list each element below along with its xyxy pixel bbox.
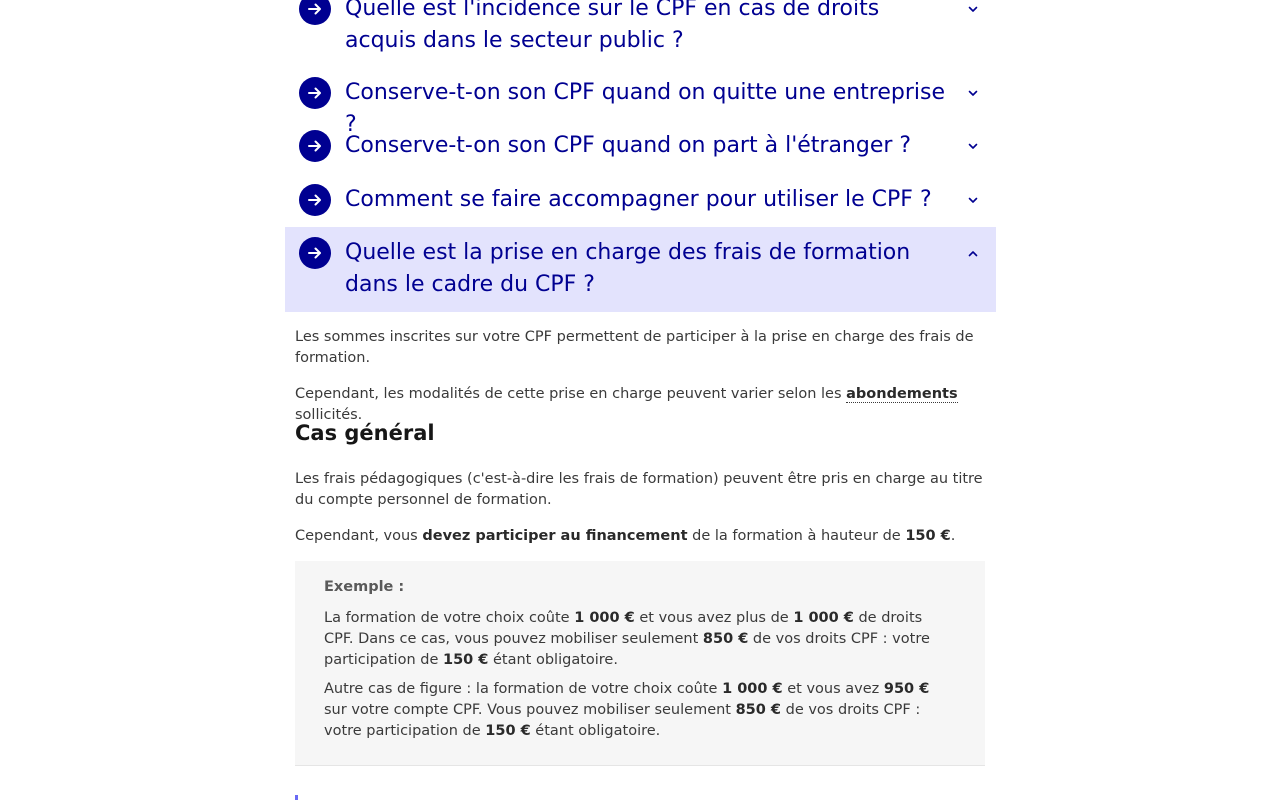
amount: 850 €: [702, 631, 749, 647]
faq-item-secteur-public[interactable]: [285, 0, 996, 57]
arrow-right-icon: [299, 0, 331, 25]
amount: 150 €: [485, 723, 531, 739]
amount: 950 €: [883, 681, 930, 697]
example-box: [295, 561, 985, 766]
faq-question[interactable]: Conserve-t-on son CPF quand on quitte une entreprise ?: [345, 80, 946, 137]
faq-item-accompagnement[interactable]: [285, 184, 996, 216]
amount: 850 €: [735, 702, 781, 718]
amount: 1 000 €: [722, 681, 783, 697]
answer-participation: [295, 526, 985, 547]
text-segment: Autre cas de figure : la formation de votre choix coûte: [324, 681, 723, 697]
amount: 150 €: [905, 528, 951, 544]
amount: 1 000 €: [793, 610, 854, 626]
text-segment: La formation de votre choix coûte: [324, 610, 575, 626]
faq-item-etranger[interactable]: [285, 130, 996, 162]
chevron-down-icon[interactable]: [964, 77, 982, 109]
text-segment: Cependant, vous: [295, 528, 423, 544]
text-segment: de la formation à hauteur de: [687, 528, 906, 544]
text-segment: étant obligatoire.: [488, 652, 618, 668]
arrow-right-icon: [299, 237, 331, 269]
example-title: Exemple :: [324, 579, 405, 595]
arrow-right-icon: [299, 130, 331, 162]
text-segment: étant obligatoire.: [530, 723, 661, 739]
chevron-down-icon[interactable]: [964, 0, 982, 25]
example-paragraph-2: [324, 679, 956, 742]
text-segment: Cependant, les modalités de cette prise en charge peuvent varier selon les: [295, 386, 847, 402]
answer-paragraph: [295, 526, 985, 547]
answer-paragraph: Les sommes inscrites sur votre CPF permettent de participer à la prise en charge des frais de formation.: [295, 329, 974, 366]
text-segment: et vous avez plus de: [634, 610, 794, 626]
chevron-down-icon[interactable]: [964, 184, 982, 216]
amount: 150 €: [442, 652, 489, 668]
chevron-up-icon[interactable]: [964, 237, 982, 269]
bold-text: devez participer au financement: [422, 528, 688, 544]
faq-question[interactable]: Comment se faire accompagner pour utiliser le CPF ?: [345, 187, 932, 212]
answer-paragraph: Les frais pédagogiques (c'est-à-dire les frais de formation) peuvent être pris en charge au titre du compte personnel de formation.: [295, 471, 983, 508]
amount: 1 000 €: [574, 610, 635, 626]
abondements-link[interactable]: abondements: [846, 386, 958, 402]
arrow-right-icon: [299, 77, 331, 109]
text-segment: sur votre compte CPF. Vous pouvez mobiliser seulement: [324, 702, 736, 718]
text-segment: .: [950, 528, 956, 544]
section-heading: Cas général: [295, 421, 435, 445]
answer-cas-general: [295, 469, 985, 511]
next-section-accent: [295, 795, 298, 800]
text-segment: de droits CPF. Dans ce cas, vous pouvez mobiliser seulement: [324, 610, 923, 647]
answer-intro: [295, 327, 985, 369]
chevron-down-icon[interactable]: [964, 130, 982, 162]
faq-question[interactable]: Quelle est l'incidence sur le CPF en cas de droits acquis dans le secteur public ?: [345, 0, 880, 53]
arrow-right-icon: [299, 184, 331, 216]
text-segment: de vos droits CPF : votre participation de: [324, 631, 930, 668]
text-segment: sollicités.: [295, 407, 363, 423]
example-paragraph-1: [324, 608, 956, 671]
text-segment: et vous avez: [782, 681, 884, 697]
text-segment: de vos droits CPF : votre participation de: [324, 702, 921, 739]
faq-item-prise-en-charge[interactable]: [285, 227, 996, 312]
faq-question[interactable]: Quelle est la prise en charge des frais de formation dans le cadre du CPF ?: [345, 240, 911, 297]
faq-question[interactable]: Conserve-t-on son CPF quand on part à l'étranger ?: [345, 133, 912, 158]
